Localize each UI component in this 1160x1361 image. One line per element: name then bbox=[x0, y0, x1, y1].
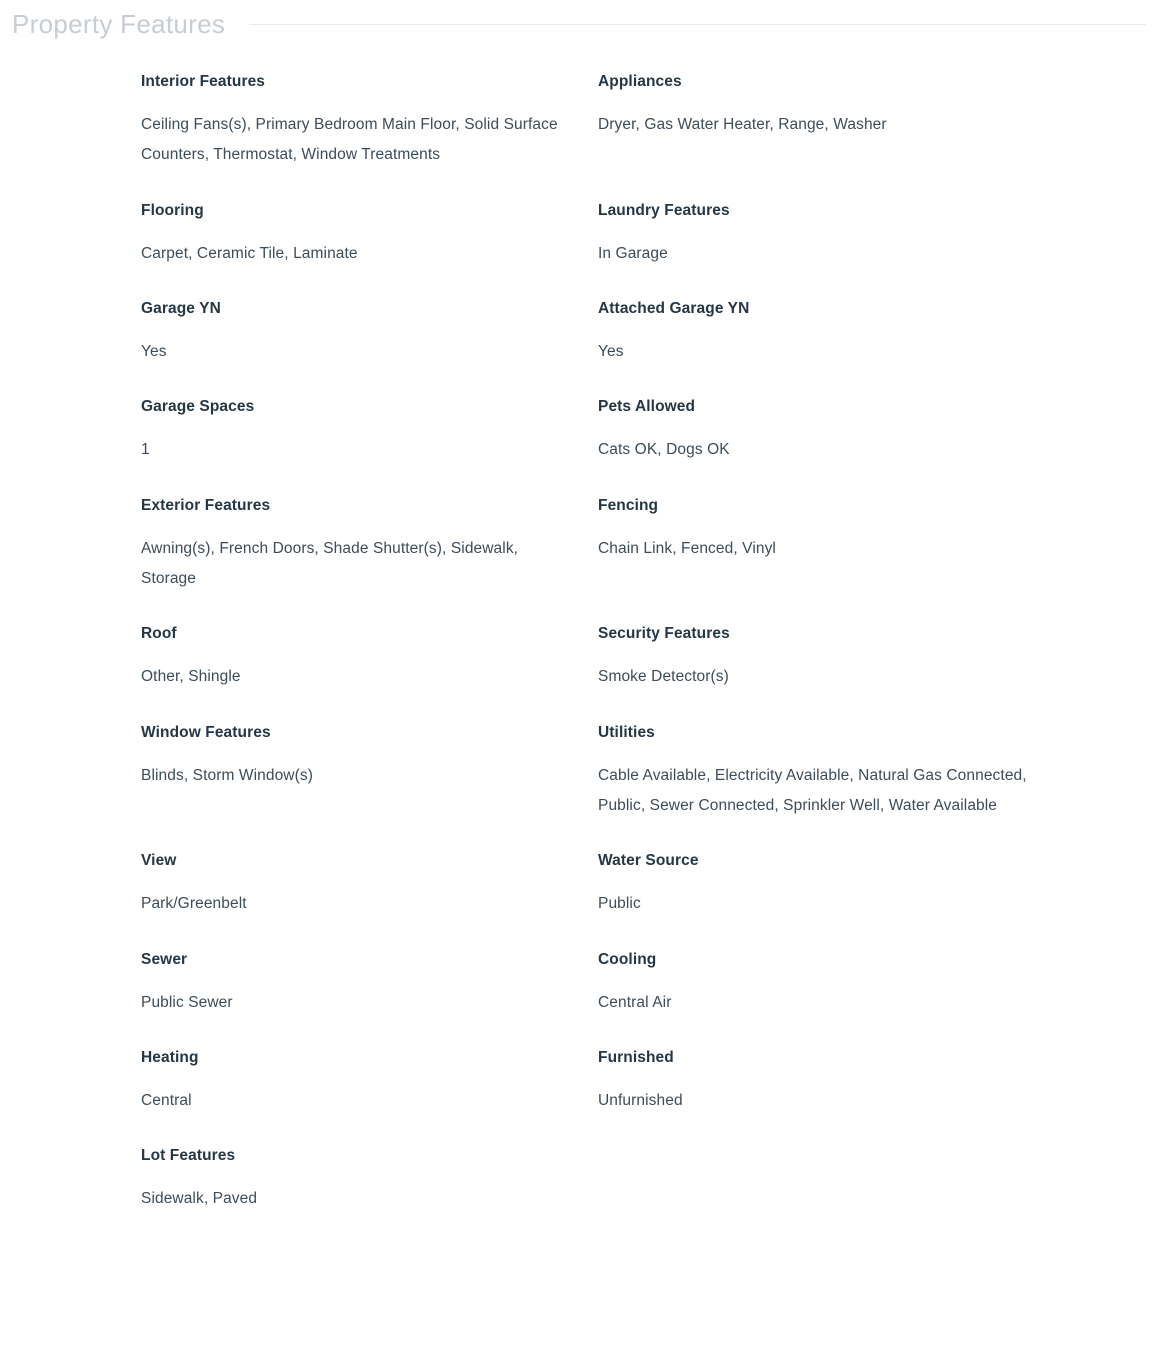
feature-value: Sidewalk, Paved bbox=[141, 1190, 258, 1208]
feature-label: Water Source bbox=[598, 852, 699, 870]
feature-label: Sewer bbox=[141, 950, 188, 968]
feature-item-furnished bbox=[598, 1048, 1028, 1146]
feature-value: In Garage bbox=[598, 244, 668, 262]
feature-value: Blinds, Storm Window(s) bbox=[141, 766, 313, 784]
feature-value: Carpet, Ceramic Tile, Laminate bbox=[141, 244, 358, 262]
feature-label: Interior Features bbox=[141, 73, 266, 90]
feature-item-exterior-features bbox=[141, 496, 571, 625]
feature-value: Yes bbox=[141, 343, 167, 361]
feature-item-appliances bbox=[598, 72, 1028, 201]
feature-item-heating bbox=[141, 1048, 571, 1146]
feature-value: Smoke Detector(s) bbox=[598, 668, 729, 686]
feature-item-garage-spaces bbox=[141, 397, 571, 495]
feature-value: Unfurnished bbox=[598, 1092, 683, 1110]
feature-item-lot-features bbox=[141, 1146, 571, 1244]
feature-label: Heating bbox=[141, 1048, 199, 1066]
feature-label: Utilities bbox=[598, 723, 655, 741]
feature-item-laundry-features bbox=[598, 201, 1028, 299]
feature-value: Yes bbox=[598, 343, 624, 361]
feature-item-flooring bbox=[141, 201, 571, 299]
feature-item-fencing bbox=[598, 496, 1028, 625]
feature-label: Garage Spaces bbox=[141, 398, 255, 416]
feature-value: Chain Link, Fenced, Vinyl bbox=[598, 539, 776, 557]
feature-value: Ceiling Fans(s), Primary Bedroom Main Floor, Solid Surface Counters, Thermostat, Window Treatments bbox=[141, 116, 558, 164]
feature-label: Roof bbox=[141, 625, 177, 643]
feature-item-security-features bbox=[598, 624, 1028, 722]
feature-label: Attached Garage YN bbox=[598, 299, 750, 317]
feature-label: Security Features bbox=[598, 625, 730, 643]
feature-label: Garage YN bbox=[141, 299, 221, 317]
feature-label: Appliances bbox=[598, 73, 682, 90]
feature-label: Furnished bbox=[598, 1048, 674, 1066]
feature-item-empty bbox=[598, 1146, 1028, 1244]
feature-label: Fencing bbox=[598, 496, 659, 514]
feature-item-view bbox=[141, 851, 571, 949]
header-divider bbox=[249, 24, 1146, 25]
feature-value: Dryer, Gas Water Heater, Range, Washer bbox=[598, 116, 887, 134]
page-title: Property Features bbox=[12, 8, 226, 39]
feature-label: Pets Allowed bbox=[598, 398, 696, 416]
feature-value: 1 bbox=[141, 441, 150, 459]
feature-label: Laundry Features bbox=[598, 201, 730, 219]
feature-item-pets-allowed bbox=[598, 397, 1028, 495]
feature-value: Central bbox=[141, 1092, 192, 1110]
feature-value: Park/Greenbelt bbox=[141, 895, 247, 913]
feature-item-sewer bbox=[141, 950, 571, 1048]
feature-label: Lot Features bbox=[141, 1147, 236, 1165]
feature-item-window-features bbox=[141, 723, 571, 852]
section-header bbox=[0, 0, 1160, 48]
feature-grid bbox=[0, 72, 1160, 1245]
feature-label: Cooling bbox=[598, 950, 657, 968]
feature-item-utilities bbox=[598, 723, 1028, 852]
feature-item-water-source bbox=[598, 851, 1028, 949]
feature-label: Flooring bbox=[141, 201, 204, 219]
feature-item-cooling bbox=[598, 950, 1028, 1048]
feature-value: Cats OK, Dogs OK bbox=[598, 441, 730, 459]
feature-item-attached-garage-yn bbox=[598, 299, 1028, 397]
feature-value: Cable Available, Electricity Available, Natural Gas Connected, Public, Sewer Connected, Sprinkler Well, Water Available bbox=[598, 766, 1027, 814]
feature-label: Exterior Features bbox=[141, 496, 271, 514]
feature-label: Window Features bbox=[141, 723, 271, 741]
feature-value: Central Air bbox=[598, 993, 672, 1011]
feature-item-roof bbox=[141, 624, 571, 722]
feature-value: Awning(s), French Doors, Shade Shutter(s), Sidewalk, Storage bbox=[141, 539, 519, 588]
feature-value: Public Sewer bbox=[141, 993, 233, 1011]
feature-label: View bbox=[141, 852, 177, 870]
feature-item-interior-features bbox=[141, 72, 571, 201]
feature-value: Public bbox=[598, 895, 641, 913]
feature-item-garage-yn bbox=[141, 299, 571, 397]
feature-value: Other, Shingle bbox=[141, 668, 241, 686]
